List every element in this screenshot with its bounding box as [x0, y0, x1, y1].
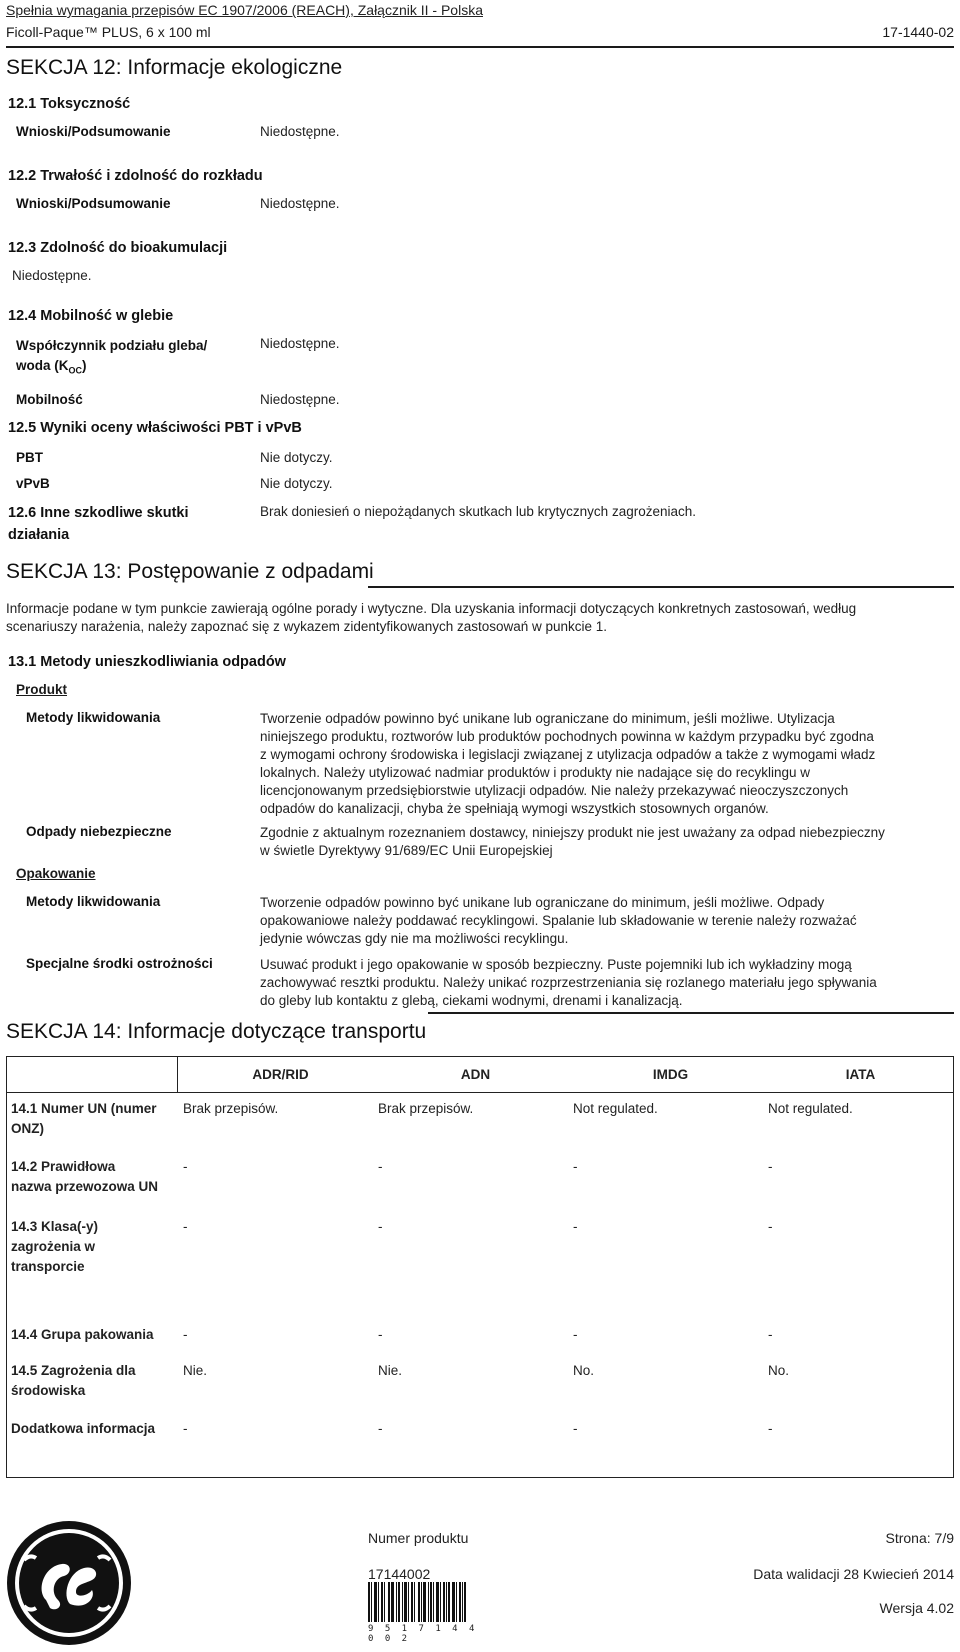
disposal-line6: odpadów do kanalizacji, chyba że spełniają wymogi wszystkich stosownych organów.	[260, 801, 769, 816]
label-opakowanie: Opakowanie	[16, 866, 96, 881]
row-label: Dodatkowa informacja	[11, 1421, 156, 1436]
label-pbt: PBT	[16, 450, 43, 465]
header-divider-left	[177, 1057, 178, 1093]
hazardous-line2: w świetle Dyrektywy 91/689/EC Unii Europejskiej	[260, 843, 553, 858]
row-label	[11, 1217, 176, 1277]
row-label	[11, 1157, 176, 1197]
section-13-title: SEKCJA 13: Postępowanie z odpadami	[6, 560, 374, 583]
section-13-intro	[6, 600, 856, 636]
disposal-line4: lokalnych. Należy utylizować nadmiar produktów i produkty nie nadające się do recyklingu w	[260, 765, 811, 780]
value-hazardous-waste	[260, 824, 885, 860]
row-label	[11, 1099, 176, 1139]
cell-adr: -	[183, 1327, 188, 1342]
subsection-12-1: 12.1 Toksyczność	[8, 96, 131, 112]
cell-adr: -	[183, 1219, 188, 1234]
transport-table	[6, 1056, 954, 1478]
subsection-13-1: 13.1 Metody unieszkodliwiania odpadów	[8, 654, 286, 670]
col-adr-rid: ADR/RID	[252, 1067, 309, 1082]
row-label-line2: nazwa przewozowa UN	[11, 1179, 159, 1194]
row-label-line1: 14.3 Klasa(-y)	[11, 1219, 99, 1234]
label-koc-line2: woda (K	[16, 358, 69, 373]
product-header	[6, 24, 954, 40]
section-14-rule	[428, 1012, 954, 1014]
value-special-precautions	[260, 956, 877, 1010]
disposal-line3: z wymogami ochrony środowiska i legislacji związanej z utylizacja odpadów a także z wymogami władz	[260, 747, 876, 762]
cell-iata: No.	[768, 1363, 790, 1378]
label-conclusions-2: Wnioski/Podsumowanie	[16, 196, 171, 211]
precautions-line1: Usuwać produkt i jego opakowanie w sposób bezpieczny. Puste pojemniki lub ich wykładziny mogą	[260, 957, 852, 972]
value-conclusions-1: Niedostępne.	[260, 124, 340, 139]
cell-adn: -	[378, 1421, 383, 1436]
row-label-line1: 14.5 Zagrożenia dla	[11, 1363, 136, 1378]
validation-date: Data walidacji 28 Kwiecień 2014	[753, 1566, 954, 1582]
product-number: 17144002	[368, 1566, 431, 1582]
cell-adn: Nie.	[378, 1363, 403, 1378]
section-14-title: SEKCJA 14: Informacje dotyczące transportu	[6, 1020, 427, 1043]
subsection-12-2: 12.2 Trwałość i zdolność do rozkładu	[8, 168, 263, 184]
row-label-line1: 14.1 Numer UN (numer	[11, 1101, 157, 1116]
row-label-line1: 14.2 Prawidłowa	[11, 1159, 116, 1174]
intro-line1: Informacje podane w tym punkcie zawierają ogólne porady i wytyczne. Dla uzyskania informacji dotyczących konkretnych zastosowań, według	[6, 601, 857, 616]
cell-adn: Brak przepisów.	[378, 1101, 474, 1116]
disposal-line2: niniejszego produktu, roztworów lub produktów pochodnych powinna w każdym przypadku być zgodna	[260, 729, 874, 744]
precautions-line3: do gleby lub kontaktu z glebą, ciekami wodnymi, drenami i kanalizacją.	[260, 993, 683, 1008]
subsection-12-6-line2: działania	[8, 527, 70, 543]
label-produkt: Produkt	[16, 682, 68, 697]
label-mobility: Mobilność	[16, 392, 83, 407]
value-other-effects: Brak doniesień o niepożądanych skutkach lub krytycznych zagrożeniach.	[260, 504, 696, 519]
label-koc-close: )	[82, 358, 87, 373]
header-divider	[6, 46, 954, 48]
label-packaging-disposal: Metody likwidowania	[26, 894, 161, 909]
cell-imdg: -	[573, 1421, 578, 1436]
cell-imdg: -	[573, 1159, 578, 1174]
cell-imdg: -	[573, 1327, 578, 1342]
disposal-line1: Tworzenie odpadów powinno być unikane lub ograniczane do minimum, jeśli możliwe. Utylizacja	[260, 711, 835, 726]
cell-adr: Nie.	[183, 1363, 208, 1378]
row-label	[11, 1361, 176, 1401]
barcode-icon	[368, 1582, 493, 1622]
precautions-line2: zachowywać resztki produktu. Należy unikać rozprzestrzeniania się rozlanego materiału jego spływania	[260, 975, 877, 990]
row-label-line3: transporcie	[11, 1259, 85, 1274]
subsection-12-4: 12.4 Mobilność w glebie	[8, 308, 174, 324]
subsection-12-6	[8, 502, 189, 546]
product-number-label: Numer produktu	[368, 1530, 469, 1546]
label-special-precautions: Specjalne środki ostrożności	[26, 956, 213, 971]
product-code: 17-1440-02	[882, 24, 954, 40]
label-conclusions-1: Wnioski/Podsumowanie	[16, 124, 171, 139]
row-label-line2: zagrożenia w	[11, 1239, 96, 1254]
cell-iata: -	[768, 1159, 773, 1174]
value-disposal-methods	[260, 710, 875, 818]
cell-iata: -	[768, 1219, 773, 1234]
value-packaging-disposal	[260, 894, 857, 948]
value-bioaccumulation: Niedostępne.	[12, 268, 92, 283]
page-number: Strona: 7/9	[885, 1530, 954, 1546]
cell-adr: Brak przepisów.	[183, 1101, 279, 1116]
value-pbt: Nie dotyczy.	[260, 450, 333, 465]
compliance-header: Spełnia wymagania przepisów EC 1907/2006 (REACH), Załącznik II - Polska	[6, 2, 483, 18]
subsection-12-6-line1: 12.6 Inne szkodliwe skutki	[8, 505, 189, 521]
product-name: Ficoll-Paque™ PLUS, 6 x 100 ml	[6, 24, 211, 40]
label-disposal-methods: Metody likwidowania	[26, 710, 161, 725]
packaging-line3: jedynie wówczas gdy nie ma możliwości recyklingu.	[260, 931, 569, 946]
label-vpvb: vPvB	[16, 476, 50, 491]
cell-iata: -	[768, 1421, 773, 1436]
packaging-line1: Tworzenie odpadów powinno być unikane lub ograniczane do minimum, jeśli możliwe. Odpady	[260, 895, 825, 910]
value-mobility: Niedostępne.	[260, 392, 340, 407]
col-imdg: IMDG	[652, 1067, 689, 1082]
value-koc: Niedostępne.	[260, 336, 340, 351]
cell-adr: -	[183, 1421, 188, 1436]
subsection-12-3: 12.3 Zdolność do bioakumulacji	[8, 240, 228, 256]
hazardous-line1: Zgodnie z aktualnym rozeznaniem dostawcy, niniejszy produkt nie jest uważany za odpad niebezpieczny	[260, 825, 885, 840]
value-conclusions-2: Niedostępne.	[260, 196, 340, 211]
disposal-line5: licencjonowanym przedsiębiorstwie utylizacji odpadów. Nie należy przekazywać nieoczyszczonych	[260, 783, 849, 798]
cell-adn: -	[378, 1219, 383, 1234]
version: Wersja 4.02	[879, 1600, 954, 1616]
section-12-title: SEKCJA 12: Informacje ekologiczne	[6, 56, 343, 79]
intro-line2: scenariuszy narażenia, należy zapoznać się z wykazem zidentyfikowanych zastosowań w punkcie 1.	[6, 619, 608, 634]
row-label: 14.4 Grupa pakowania	[11, 1327, 154, 1342]
label-koc	[16, 336, 207, 381]
cell-adr: -	[183, 1159, 188, 1174]
row-label-line2: ONZ)	[11, 1121, 44, 1136]
cell-iata: -	[768, 1327, 773, 1342]
barcode-digits: 9 5 1 7 1 4 4 0 0 2	[368, 1624, 478, 1644]
col-adn: ADN	[460, 1067, 491, 1082]
label-hazardous-waste: Odpady niebezpieczne	[26, 824, 172, 839]
section-13-rule	[368, 586, 954, 588]
label-koc-line1: Współczynnik podziału gleba/	[16, 338, 208, 353]
subsection-12-5: 12.5 Wyniki oceny właściwości PBT i vPvB	[8, 420, 302, 436]
cell-adn: -	[378, 1159, 383, 1174]
row-label-line2: środowiska	[11, 1383, 86, 1398]
label-koc-sub: OC	[68, 365, 82, 376]
cell-imdg: -	[573, 1219, 578, 1234]
cell-imdg: Not regulated.	[573, 1101, 658, 1116]
packaging-line2: opakowaniowe należy poddawać recyklingowi. Spalanie lub składowanie w terenie należy rozważać	[260, 913, 857, 928]
value-vpvb: Nie dotyczy.	[260, 476, 333, 491]
cell-imdg: No.	[573, 1363, 595, 1378]
transport-header-row	[7, 1057, 953, 1093]
ge-logo-icon	[6, 1520, 132, 1646]
cell-iata: Not regulated.	[768, 1101, 853, 1116]
col-iata: IATA	[845, 1067, 876, 1082]
cell-adn: -	[378, 1327, 383, 1342]
